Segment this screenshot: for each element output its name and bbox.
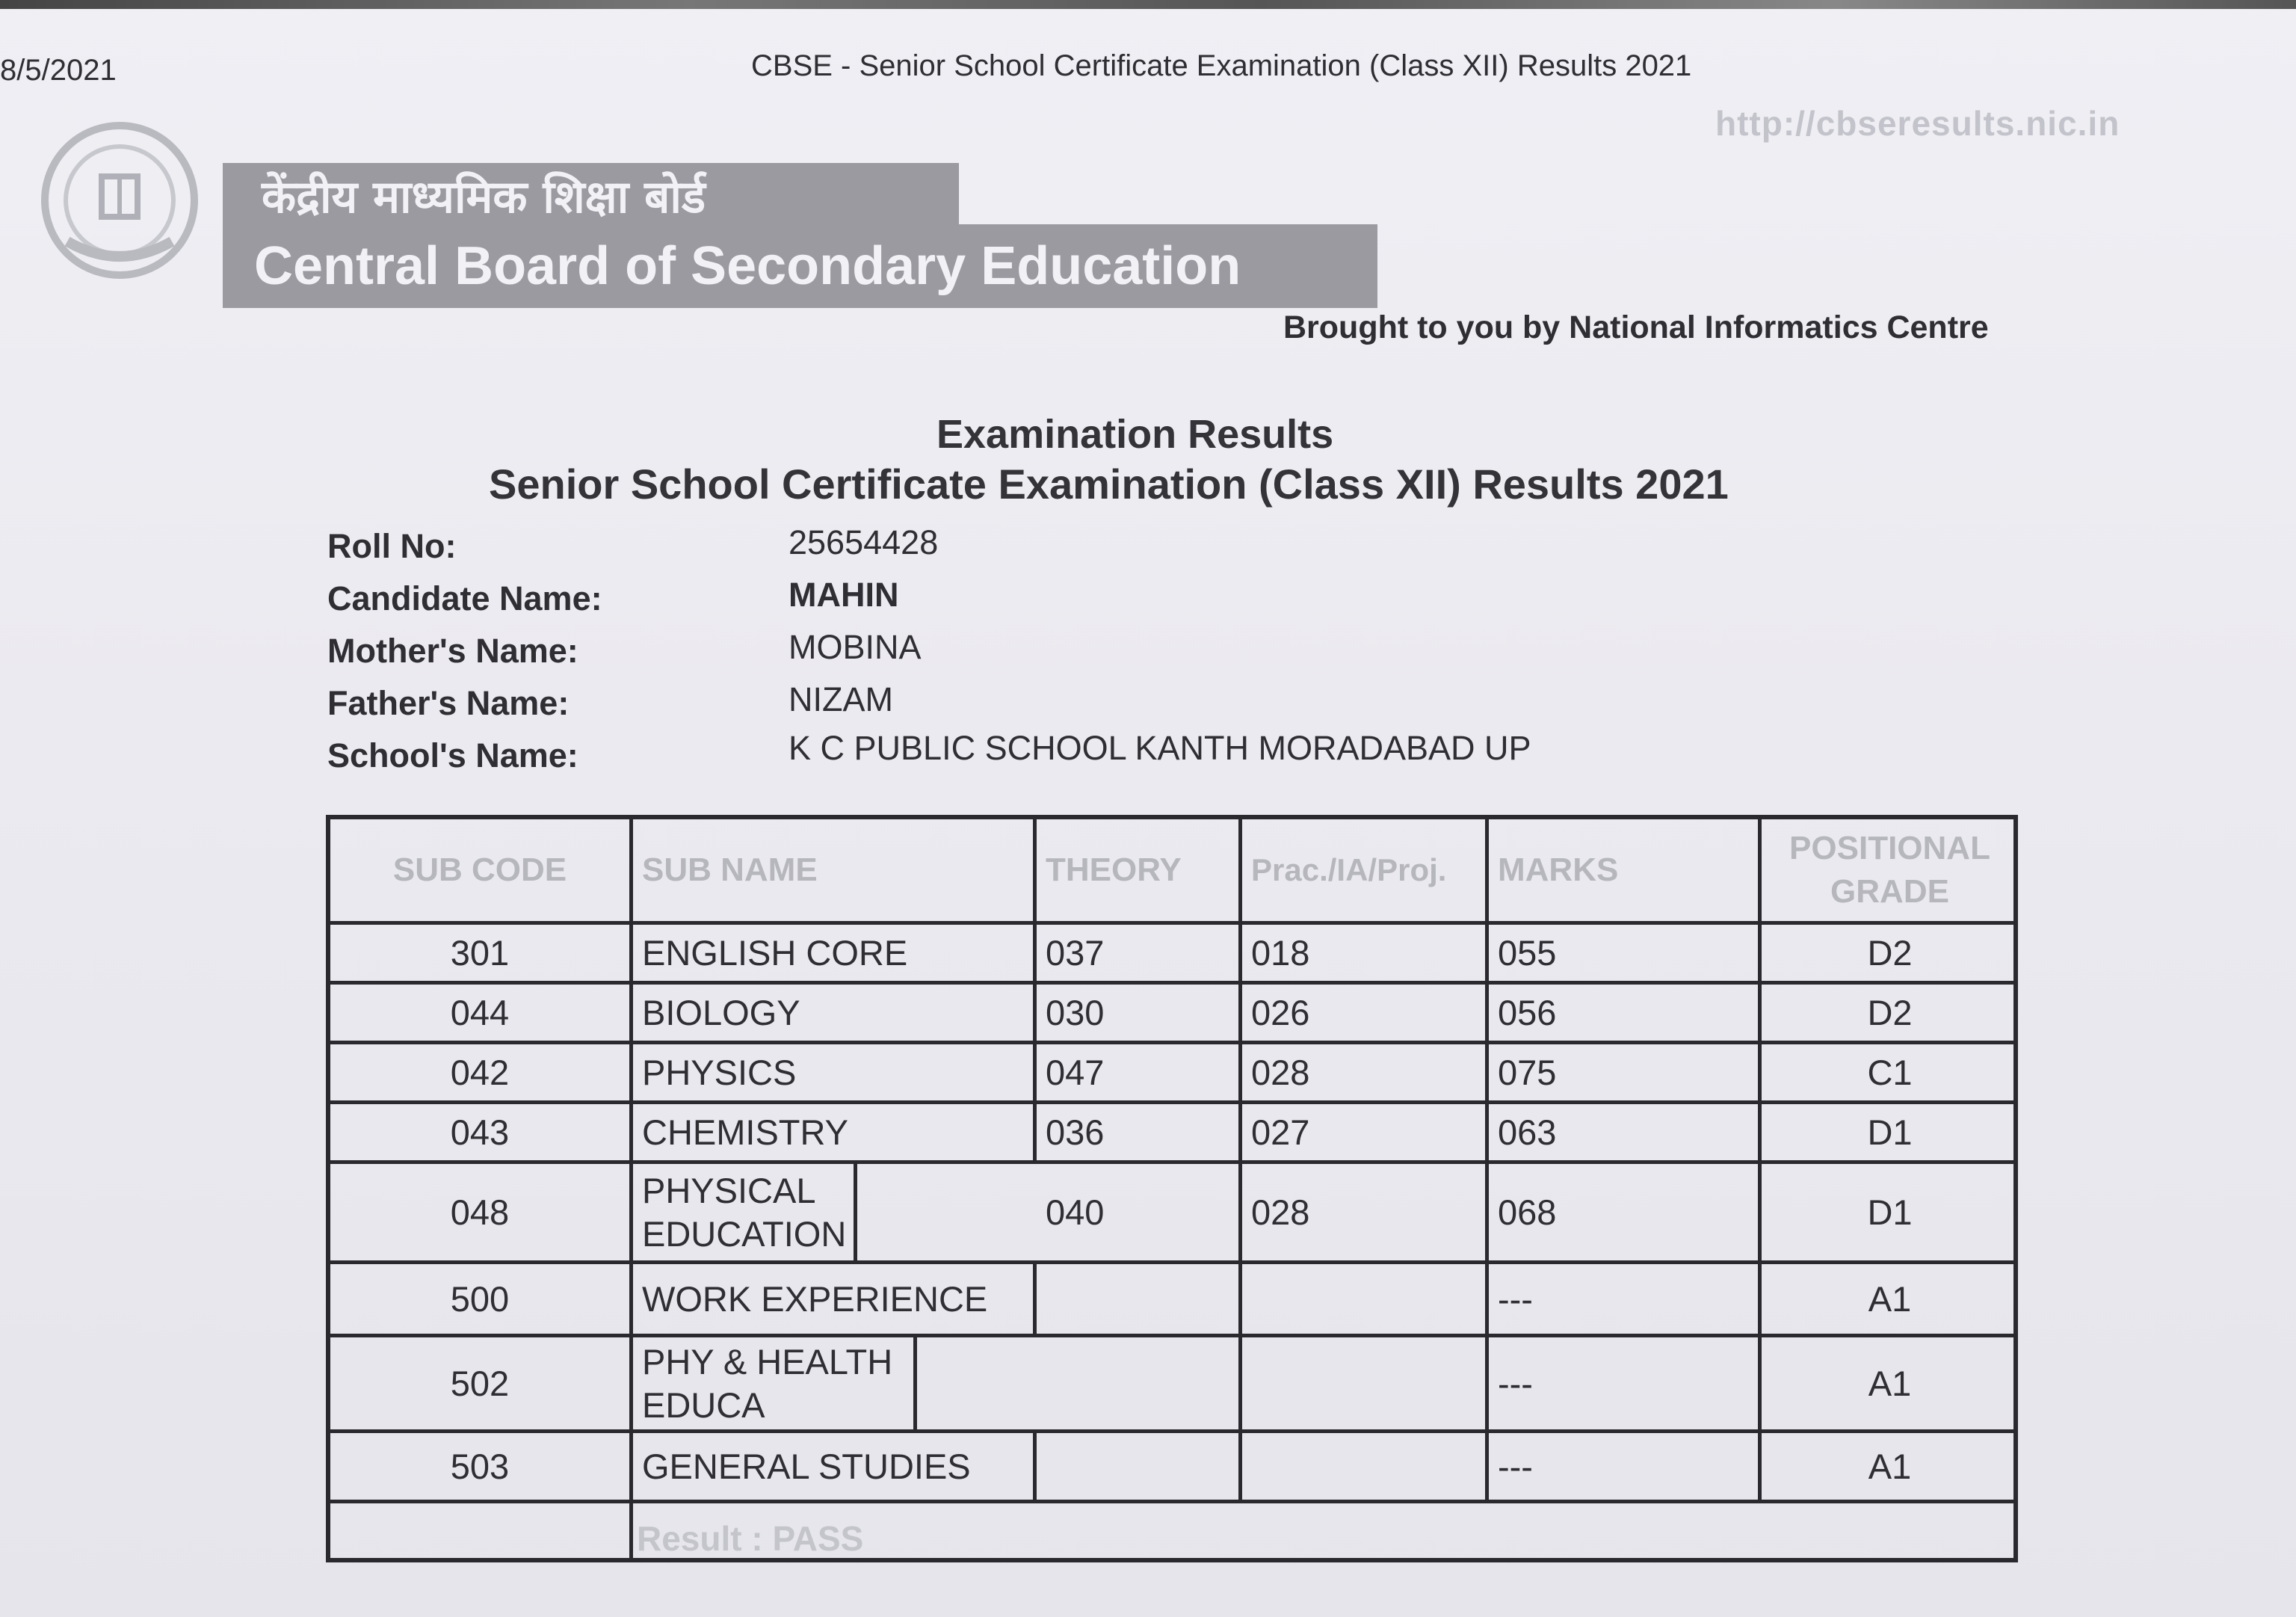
total-marks: 075	[1489, 1044, 1762, 1100]
col-header-prac: Prac./IA/Proj.	[1242, 819, 1489, 921]
mother-name-label: Mother's Name:	[327, 632, 578, 670]
prac-marks	[1242, 1337, 1489, 1429]
total-marks: ---	[1489, 1433, 1762, 1500]
school-name-value: K C PUBLIC SCHOOL KANTH MORADABAD UP	[789, 729, 1531, 767]
col-header-marks: MARKS	[1489, 819, 1762, 921]
board-name-english: Central Board of Secondary Education	[223, 224, 1377, 308]
table-row	[330, 1104, 2013, 1164]
result-spacer	[330, 1503, 633, 1558]
positional-grade: D2	[1867, 933, 1913, 973]
sub-name: CHEMISTRY	[633, 1104, 1037, 1160]
theory-marks: 030	[1037, 985, 1242, 1041]
sub-name: PHY & HEALTH EDUCA	[633, 1337, 917, 1429]
prac-marks: 026	[1242, 985, 1489, 1041]
theory-marks: 036	[1037, 1104, 1242, 1160]
print-date: 8/5/2021	[0, 54, 117, 87]
results-heading: Examination Results	[936, 412, 1334, 457]
sub-name: PHYSICAL EDUCATION	[633, 1164, 857, 1260]
table-row	[330, 1164, 2013, 1264]
prac-marks: 028	[1242, 1044, 1489, 1100]
prac-marks: 027	[1242, 1104, 1489, 1160]
total-marks: 055	[1489, 925, 1762, 981]
board-name-hindi: केंद्रीय माध्यमिक शिक्षा बोर्ड	[223, 163, 959, 232]
sub-name: BIOLOGY	[633, 985, 1037, 1041]
theory-marks	[1037, 1337, 1242, 1429]
result-status: Result : PASS	[637, 1519, 864, 1558]
table-row	[330, 1044, 2013, 1104]
sub-code: 042	[330, 1044, 633, 1100]
table-header-row	[330, 819, 2013, 925]
roll-value: 25654428	[789, 523, 939, 561]
sub-code: 503	[330, 1433, 633, 1500]
father-name-value: NIZAM	[789, 680, 893, 718]
father-name-label: Father's Name:	[327, 684, 570, 722]
prac-marks: 028	[1242, 1164, 1489, 1260]
cbse-emblem-icon	[37, 118, 202, 283]
candidate-name-value: MAHIN	[789, 576, 899, 614]
scan-top-edge	[0, 0, 2296, 9]
col-header-positional-grade: POSITIONAL GRADE	[1789, 830, 1990, 910]
positional-grade: D1	[1867, 1112, 1913, 1152]
table-row	[330, 925, 2013, 985]
theory-marks: 037	[1037, 925, 1242, 981]
total-marks: ---	[1489, 1264, 1762, 1334]
positional-grade: D2	[1867, 993, 1913, 1032]
col-header-theory: THEORY	[1037, 819, 1242, 921]
col-header-sub-name: SUB NAME	[633, 819, 1037, 921]
positional-grade: A1	[1868, 1279, 1912, 1319]
prac-marks: 018	[1242, 925, 1489, 981]
sub-name: ENGLISH CORE	[633, 925, 1037, 981]
prac-marks	[1242, 1433, 1489, 1500]
theory-marks: 047	[1037, 1044, 1242, 1100]
table-row	[330, 1433, 2013, 1503]
sub-code: 043	[330, 1104, 633, 1160]
candidate-name-label: Candidate Name:	[327, 579, 602, 617]
sub-code: 301	[330, 925, 633, 981]
sub-code: 044	[330, 985, 633, 1041]
theory-marks	[1037, 1264, 1242, 1334]
sub-name: WORK EXPERIENCE	[633, 1264, 1037, 1334]
positional-grade: C1	[1867, 1053, 1913, 1092]
total-marks: ---	[1489, 1337, 1762, 1429]
print-url: http://cbseresults.nic.in	[1715, 104, 2120, 143]
total-marks: 063	[1489, 1104, 1762, 1160]
positional-grade: A1	[1868, 1447, 1912, 1486]
col-header-sub-code: SUB CODE	[330, 819, 633, 921]
marks-table	[326, 815, 2018, 1562]
brought-by-note: Brought to you by National Informatics Centre	[1283, 309, 1989, 345]
school-name-label: School's Name:	[327, 736, 578, 774]
sub-name: GENERAL STUDIES	[633, 1433, 1037, 1500]
total-marks: 068	[1489, 1164, 1762, 1260]
total-marks: 056	[1489, 985, 1762, 1041]
mother-name-value: MOBINA	[789, 628, 922, 666]
table-row	[330, 1264, 2013, 1337]
sub-code: 048	[330, 1164, 633, 1260]
table-row	[330, 985, 2013, 1044]
print-page-title: CBSE - Senior School Certificate Examination (Class XII) Results 2021	[751, 49, 1692, 82]
sub-code: 502	[330, 1337, 633, 1429]
prac-marks	[1242, 1264, 1489, 1334]
positional-grade: A1	[1868, 1364, 1912, 1403]
sub-name: PHYSICS	[633, 1044, 1037, 1100]
sub-code: 500	[330, 1264, 633, 1334]
table-row	[330, 1337, 2013, 1433]
theory-marks: 040	[1037, 1164, 1242, 1260]
result-row	[330, 1503, 2013, 1558]
roll-label: Roll No:	[327, 527, 457, 565]
positional-grade: D1	[1867, 1192, 1913, 1232]
theory-marks	[1037, 1433, 1242, 1500]
results-subheading: Senior School Certificate Examination (Class XII) Results 2021	[489, 461, 1729, 508]
